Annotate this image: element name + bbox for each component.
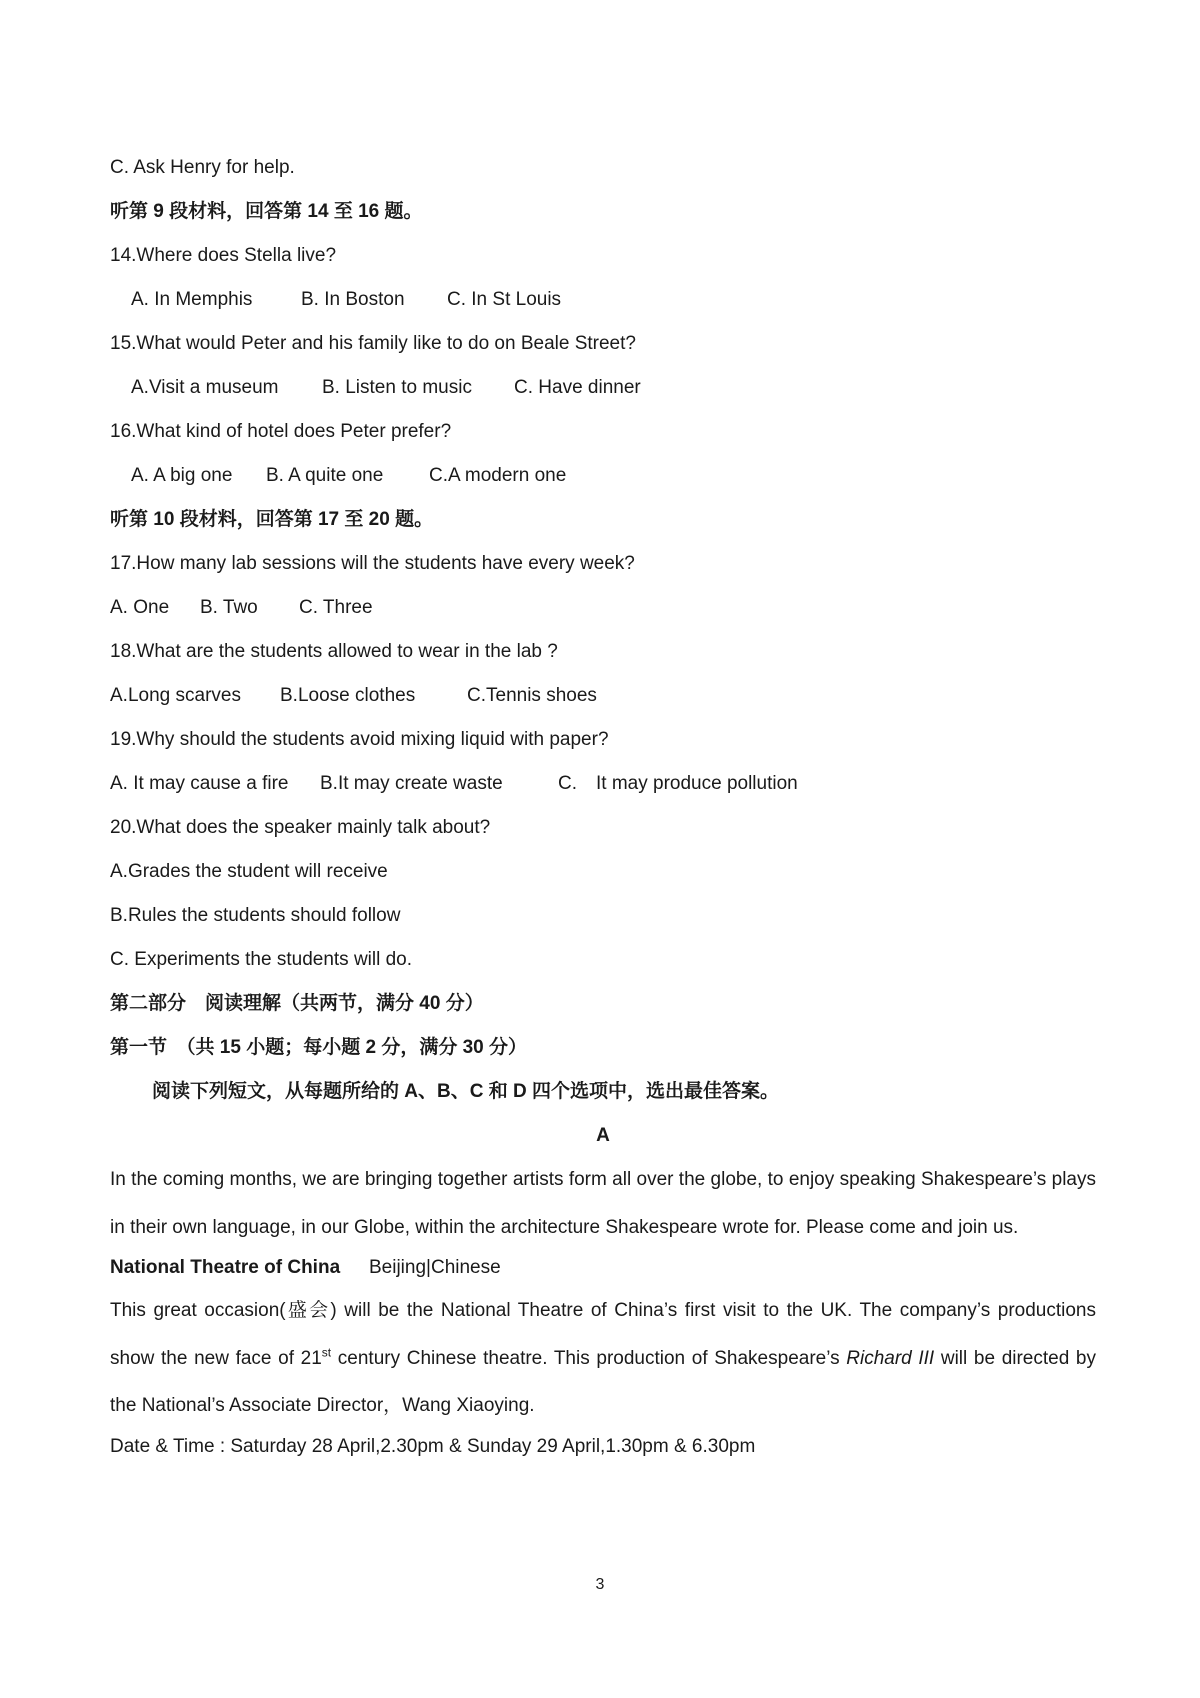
company-location: Beijing|Chinese: [369, 1257, 501, 1278]
q14-option-a: A. In Memphis: [131, 289, 253, 310]
q14-option-b: B. In Boston: [301, 289, 405, 310]
q15-question: 15.What would Peter and his family like to do on Beale Street?: [110, 333, 636, 354]
part2-heading: 第二部分 阅读理解（共两节，满分 40 分）: [110, 993, 484, 1014]
q16-options: [131, 463, 566, 489]
q17-option-a: A. One: [110, 597, 170, 618]
q20-option-b: B.Rules the students should follow: [110, 905, 401, 926]
q16-option-b: B. A quite one: [266, 465, 384, 486]
q16-option-c: C.A modern one: [429, 465, 567, 486]
q15-option-b: B. Listen to music: [322, 377, 472, 398]
q14-options: [131, 287, 561, 313]
company-name: National Theatre of China: [110, 1257, 341, 1278]
description-superscript: st: [321, 1345, 332, 1360]
date-time: Date & Time : Saturday 28 April,2.30pm & Sunday 29 April,1.30pm & 6.30pm: [110, 1436, 756, 1457]
passage-label: A: [596, 1125, 610, 1146]
company-line: [110, 1255, 501, 1281]
q15-options: [131, 375, 641, 401]
q15-option-c: C. Have dinner: [514, 377, 641, 398]
q20-option-c: C. Experiments the students will do.: [110, 949, 413, 970]
q19-option-c-label: C.: [558, 773, 577, 794]
q17-options: [110, 595, 373, 621]
q18-option-a: A.Long scarves: [110, 685, 241, 706]
section10-instruction: 听第 10 段材料，回答第 17 至 20 题。: [110, 509, 434, 530]
company-description: [110, 1287, 1096, 1430]
description-text-1: This great occasion(盛会) will be the National Theatre of China’s first visit to the UK. The company’s productions show the new face of 21: [110, 1300, 1096, 1369]
q20-question: 20.What does the speaker mainly talk about?: [110, 817, 491, 838]
q20-option-a: A.Grades the student will receive: [110, 861, 388, 882]
q13-option-c: C. Ask Henry for help.: [110, 157, 295, 178]
q19-options: [110, 771, 798, 797]
q14-question: 14.Where does Stella live?: [110, 245, 337, 266]
q16-option-a: A. A big one: [131, 465, 233, 486]
q19-question: 19.Why should the students avoid mixing liquid with paper?: [110, 729, 609, 750]
q19-option-b: B.It may create waste: [320, 773, 503, 794]
part2-section1: 第一节 （共 15 小题；每小题 2 分，满分 30 分）: [110, 1037, 528, 1058]
passage-intro: In the coming months, we are bringing together artists form all over the globe, to enjoy speaking Shakespeare’s plays in their own language, in our Globe, within the architecture Shakespeare wrote for. Please come and join us.: [110, 1169, 1096, 1238]
description-text-3: will be directed by the National’s Associate Director，Wang Xiaoying.: [110, 1347, 1097, 1416]
play-title: Richard III: [846, 1347, 935, 1369]
q18-question: 18.What are the students allowed to wear in the lab ?: [110, 641, 558, 662]
q16-question: 16.What kind of hotel does Peter prefer?: [110, 421, 452, 442]
q17-question: 17.How many lab sessions will the students have every week?: [110, 553, 635, 574]
q14-option-c: C. In St Louis: [447, 289, 562, 310]
q18-option-b: B.Loose clothes: [280, 685, 416, 706]
q19-option-a: A. It may cause a fire: [110, 773, 289, 794]
q18-options: [110, 683, 597, 709]
page-number: 3: [595, 1576, 605, 1593]
q15-option-a: A.Visit a museum: [131, 377, 279, 398]
description-text-2: century Chinese theatre. This production of Shakespeare’s: [331, 1347, 847, 1369]
q19-option-c: It may produce pollution: [596, 773, 798, 794]
q17-option-c: C. Three: [299, 597, 373, 618]
q17-option-b: B. Two: [200, 597, 258, 618]
q18-option-c: C.Tennis shoes: [467, 685, 597, 706]
section9-instruction: 听第 9 段材料，回答第 14 至 16 题。: [110, 201, 423, 222]
part2-instruction: 阅读下列短文，从每题所给的 A、B、C 和 D 四个选项中，选出最佳答案。: [152, 1081, 780, 1102]
